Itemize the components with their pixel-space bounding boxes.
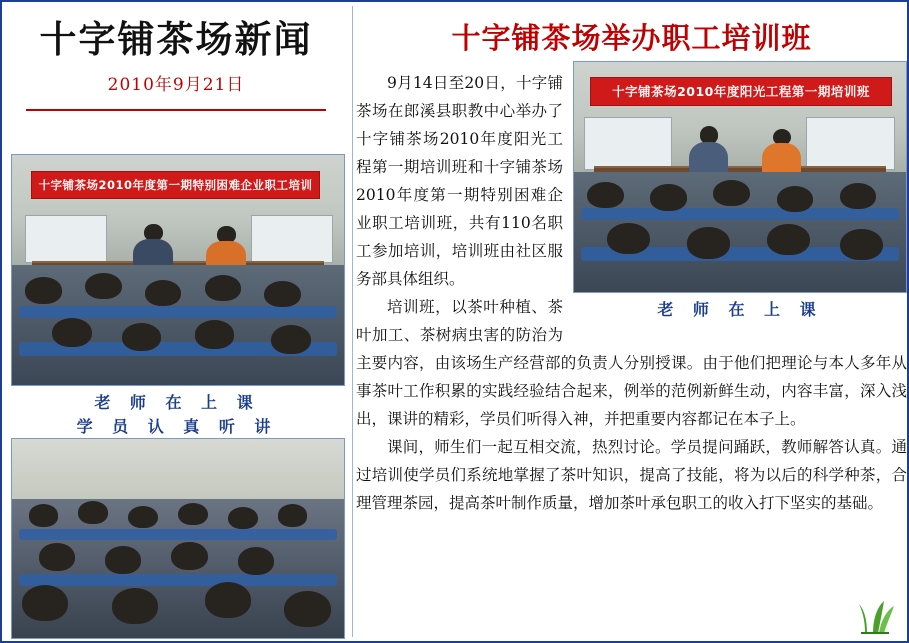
photo-caption-3: 老 师 在 上 课 bbox=[657, 300, 823, 319]
photo-training-room-1 bbox=[11, 154, 345, 386]
photo-training-room-2 bbox=[573, 61, 907, 293]
photo-caption-2: 学 员 认 真 听 讲 bbox=[76, 417, 278, 436]
article-paragraph: 培训班，以茶叶种植、茶叶加工、茶树病虫害的防治为主要内容，由该场生产经营部的负责人分别授课。由于他们把理论与本人多年从事茶叶工作积累的实践经验结合起来，例举的范例新鲜生动，内容丰富，深入浅出，课讲的精彩，学员们听得入神，并把重要内容都记在本子上。 bbox=[356, 298, 907, 428]
article-paragraph: 9月14日至20日，十字铺茶场在郎溪县职教中心举办了十字铺茶场2010年度阳光工程第一期培训班和十字铺茶场2010年度第一期特别困难企业职工培训班，共有110名职工参加培训，培训班由社区服务部具体组织。 bbox=[356, 74, 563, 288]
photo-caption-1: 老 师 在 上 课 bbox=[94, 393, 260, 412]
masthead bbox=[2, 2, 350, 111]
photo-window bbox=[806, 117, 894, 170]
tea-leaf-logo-icon bbox=[851, 599, 897, 635]
photo-audience bbox=[574, 172, 906, 292]
photo-audience-listening bbox=[11, 438, 345, 639]
photo-audience bbox=[12, 499, 344, 638]
masthead-divider bbox=[26, 109, 326, 111]
photo-audience bbox=[12, 265, 344, 385]
photo-banner-1: 十字铺茶场2010年度第一期特别困难企业职工培训 bbox=[31, 171, 320, 199]
issue-date: 2010年9月21日 bbox=[107, 74, 245, 95]
article-headline: 十字铺茶场举办职工培训班 bbox=[451, 21, 812, 55]
photo-banner-2: 十字铺茶场2010年度阳光工程第一期培训班 bbox=[590, 77, 892, 106]
photo-person bbox=[687, 126, 730, 179]
left-column bbox=[2, 2, 350, 641]
photo-window bbox=[251, 215, 333, 263]
photo-background bbox=[12, 439, 344, 507]
page-title: 十字铺茶场新闻 bbox=[39, 17, 313, 61]
photo-window bbox=[584, 117, 672, 170]
article-paragraph: 课间，师生们一起互相交流，热烈讨论。学员提问踊跃，教师解答认真。通过培训使学员们系统地掌握了茶叶知识，提高了技能，将为以后的科学种茶，合理管理茶园，提高茶叶制作质量，增加茶叶承包职工的收入打下坚实的基础。 bbox=[356, 438, 907, 512]
right-column bbox=[356, 2, 907, 641]
photo-window bbox=[25, 215, 107, 263]
column-divider bbox=[352, 6, 353, 637]
